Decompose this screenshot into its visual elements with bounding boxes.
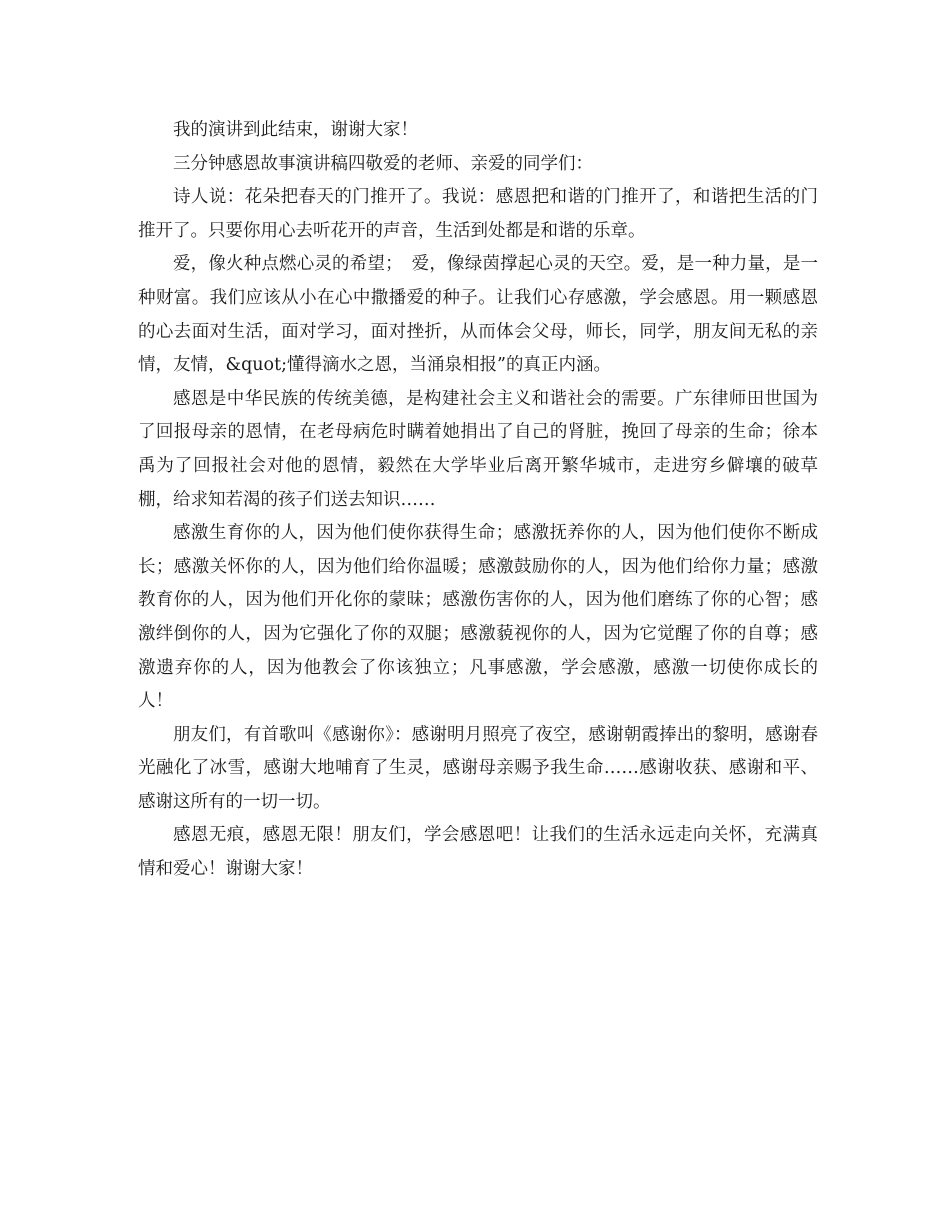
paragraph-conclusion: 感恩无痕，感恩无限！朋友们，学会感恩吧！让我们的生活永远走向关怀，充满真情和爱心！谢谢大家！ — [138, 825, 818, 880]
paragraph-poet: 诗人说：花朵把春天的门推开了。我说：感恩把和谐的门推开了，和谐把生活的门推开了。只要你用心去听花开的声音，生活到处都是和谐的乐章。 — [138, 187, 818, 241]
paragraph-love: 爱，像火种点燃心灵的希望； 爱，像绿茵撑起心灵的天空。爱，是一种力量，是一种财富。我们应该从小在心中撒播爱的种子。让我们心存感激，学会感恩。用一颗感恩的心去面对生活，面对学习，面对挫折，从而体会父母，师长，同学，朋友间无私的亲情，友情，&quot;懂得滴水之恩，当涌泉相报”的真正内涵。 — [138, 254, 818, 376]
document-body — [138, 114, 818, 887]
paragraph-virtue: 感恩是中华民族的传统美德，是构建社会主义和谐社会的需要。广东律师田世国为了回报母亲的恩情，在老母病危时瞒着她捐出了自己的肾脏，挽回了母亲的生命；徐本禹为了回报社会对他的恩情，毅然在大学毕业后离开繁华城市，走进穷乡僻壤的破草棚，给求知若渴的孩子们送去知识…… — [138, 388, 818, 510]
paragraph-speech-heading: 三分钟感恩故事演讲稿四敬爱的老师、亲爱的同学们： — [173, 153, 593, 174]
paragraph-song: 朋友们，有首歌叫《感谢你》：感谢明月照亮了夜空，感谢朝霞捧出的黎明，感谢春光融化了冰雪，感谢大地哺育了生灵，感谢母亲赐予我生命……感谢收获、感谢和平、感谢这所有的一切一切。 — [138, 724, 818, 812]
paragraph-closing: 我的演讲到此结束，谢谢大家！ — [173, 120, 418, 140]
paragraph-gratitude-list: 感激生育你的人，因为他们使你获得生命；感激抚养你的人，因为他们使你不断成长；感激关怀你的人，因为他们给你温暖；感激鼓励你的人，因为他们给你力量；感激教育你的人，因为他们开化你的蒙昧；感激伤害你的人，因为他们磨练了你的心智；感激绊倒你的人，因为它强化了你的双腿；感激藐视你的人，因为它觉醒了你的自尊；感激遗弃你的人，因为他教会了你该独立；凡事感激，学会感激，感激一切使你成长的人！ — [138, 523, 818, 712]
